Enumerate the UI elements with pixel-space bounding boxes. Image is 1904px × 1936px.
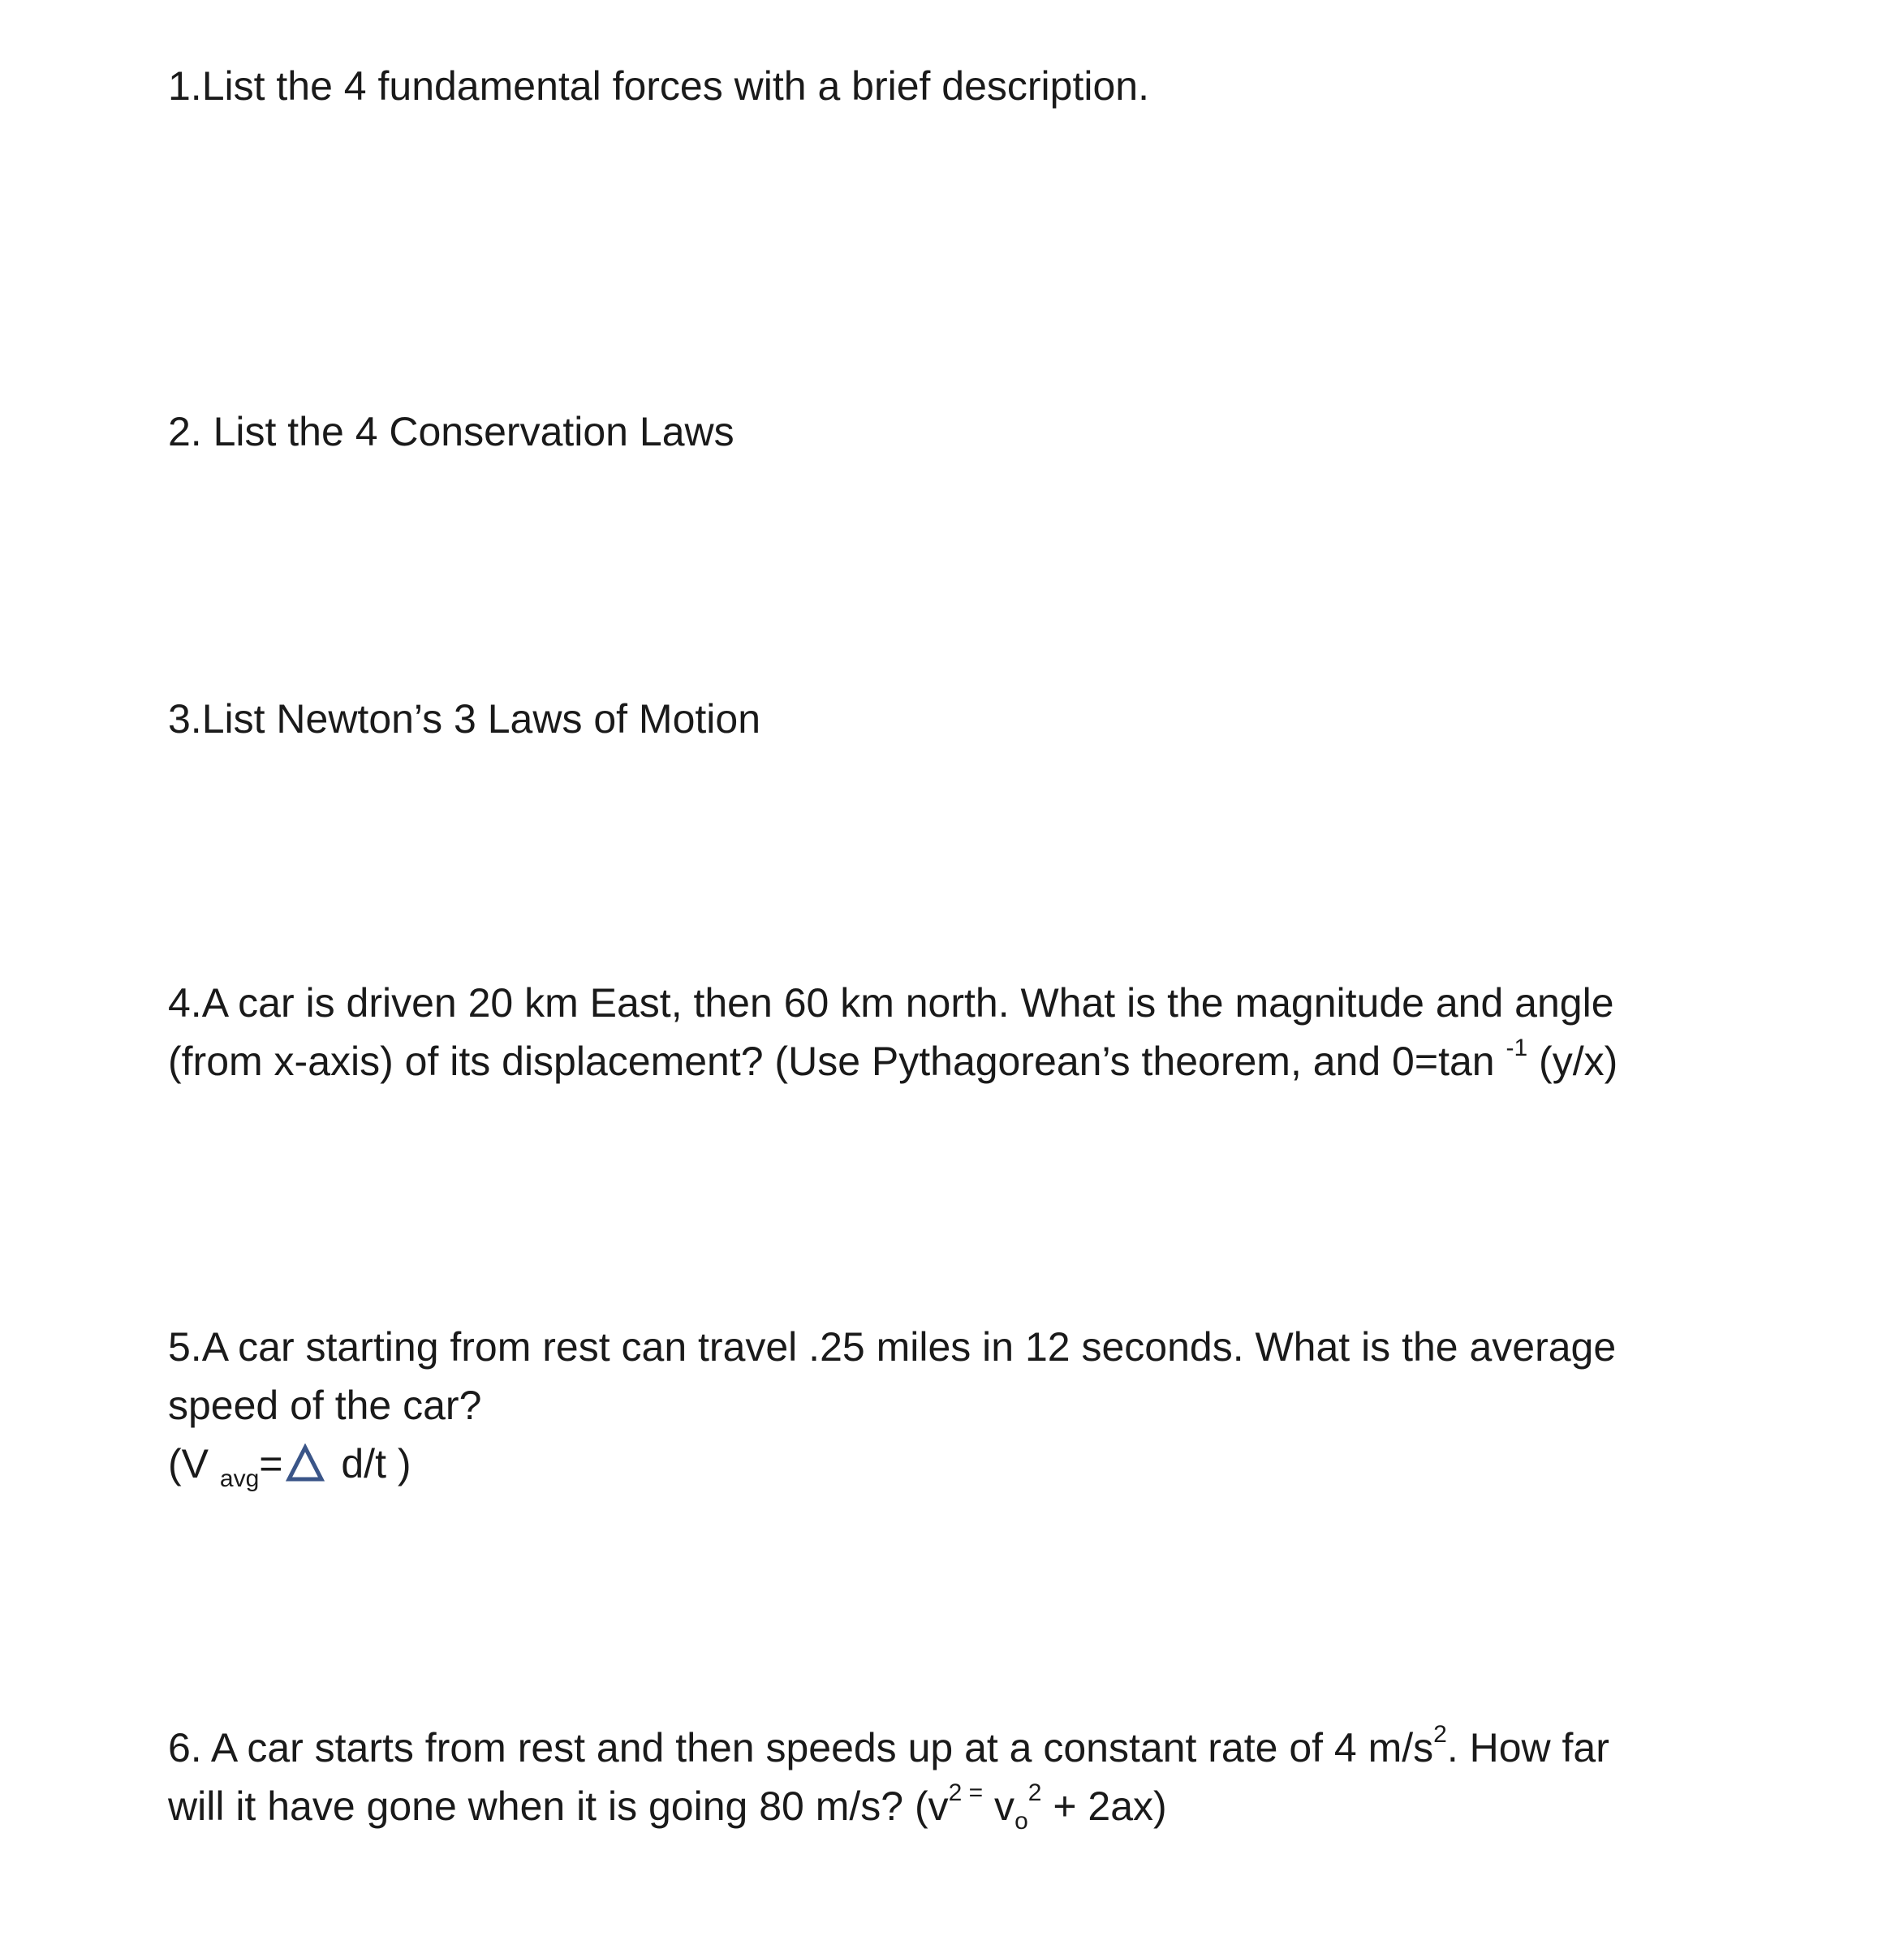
question-5 [168,1318,1751,1493]
question-4-line-2 [168,1032,1751,1091]
formula-subscript: avg [219,1465,260,1492]
v-squared-exponent: 2 = [948,1779,984,1807]
question-4-line-1: 4.A car is driven 20 km East, then 60 km north. What is the magnitude and angle [168,980,1614,1026]
question-4 [168,974,1751,1091]
v-initial-exponent: 2 [1027,1779,1042,1807]
question-3 [168,690,1751,748]
question-2-text: 2. List the 4 Conservation Laws [168,409,734,454]
formula-equals: = [259,1441,283,1486]
question-5-line-2: speed of the car? [168,1383,482,1428]
question-2 [168,402,1751,461]
question-6-line-1-text: 6. A car starts from rest and then speeds up at a constant rate of 4 m/s [168,1725,1434,1770]
question-1 [168,57,1751,115]
question-6-line-2 [168,1777,1751,1835]
delta-triangle-icon [286,1443,325,1482]
question-6-line-1-end: . How far [1446,1725,1609,1770]
question-1-text: 1.List the 4 fundamental forces with a brief description. [168,63,1149,109]
question-5-line-1: 5.A car starting from rest can travel .25 miles in 12 seconds. What is the average [168,1324,1617,1370]
formula-rest: d/t ) [330,1441,411,1486]
v-initial-subscript: o [1014,1808,1028,1835]
inverse-exponent: -1 [1506,1035,1528,1062]
v-initial: v [983,1783,1015,1829]
question-4-line-2-text: (from x-axis) of its displacement? (Use Pythagorean’s theorem, and 0=tan [168,1039,1506,1084]
acceleration-exponent: 2 [1433,1721,1447,1749]
question-5-formula [168,1435,1751,1493]
question-6 [168,1719,1751,1835]
question-6-line-2-end: + 2ax) [1041,1783,1167,1829]
question-6-line-1 [168,1719,1751,1777]
question-6-line-2-text: will it have gone when it is going 80 m/s? (v [168,1783,949,1829]
formula-open: (V [168,1441,220,1486]
question-4-line-2-end: (y/x) [1527,1039,1618,1084]
question-3-text: 3.List Newton’s 3 Laws of Motion [168,696,761,742]
